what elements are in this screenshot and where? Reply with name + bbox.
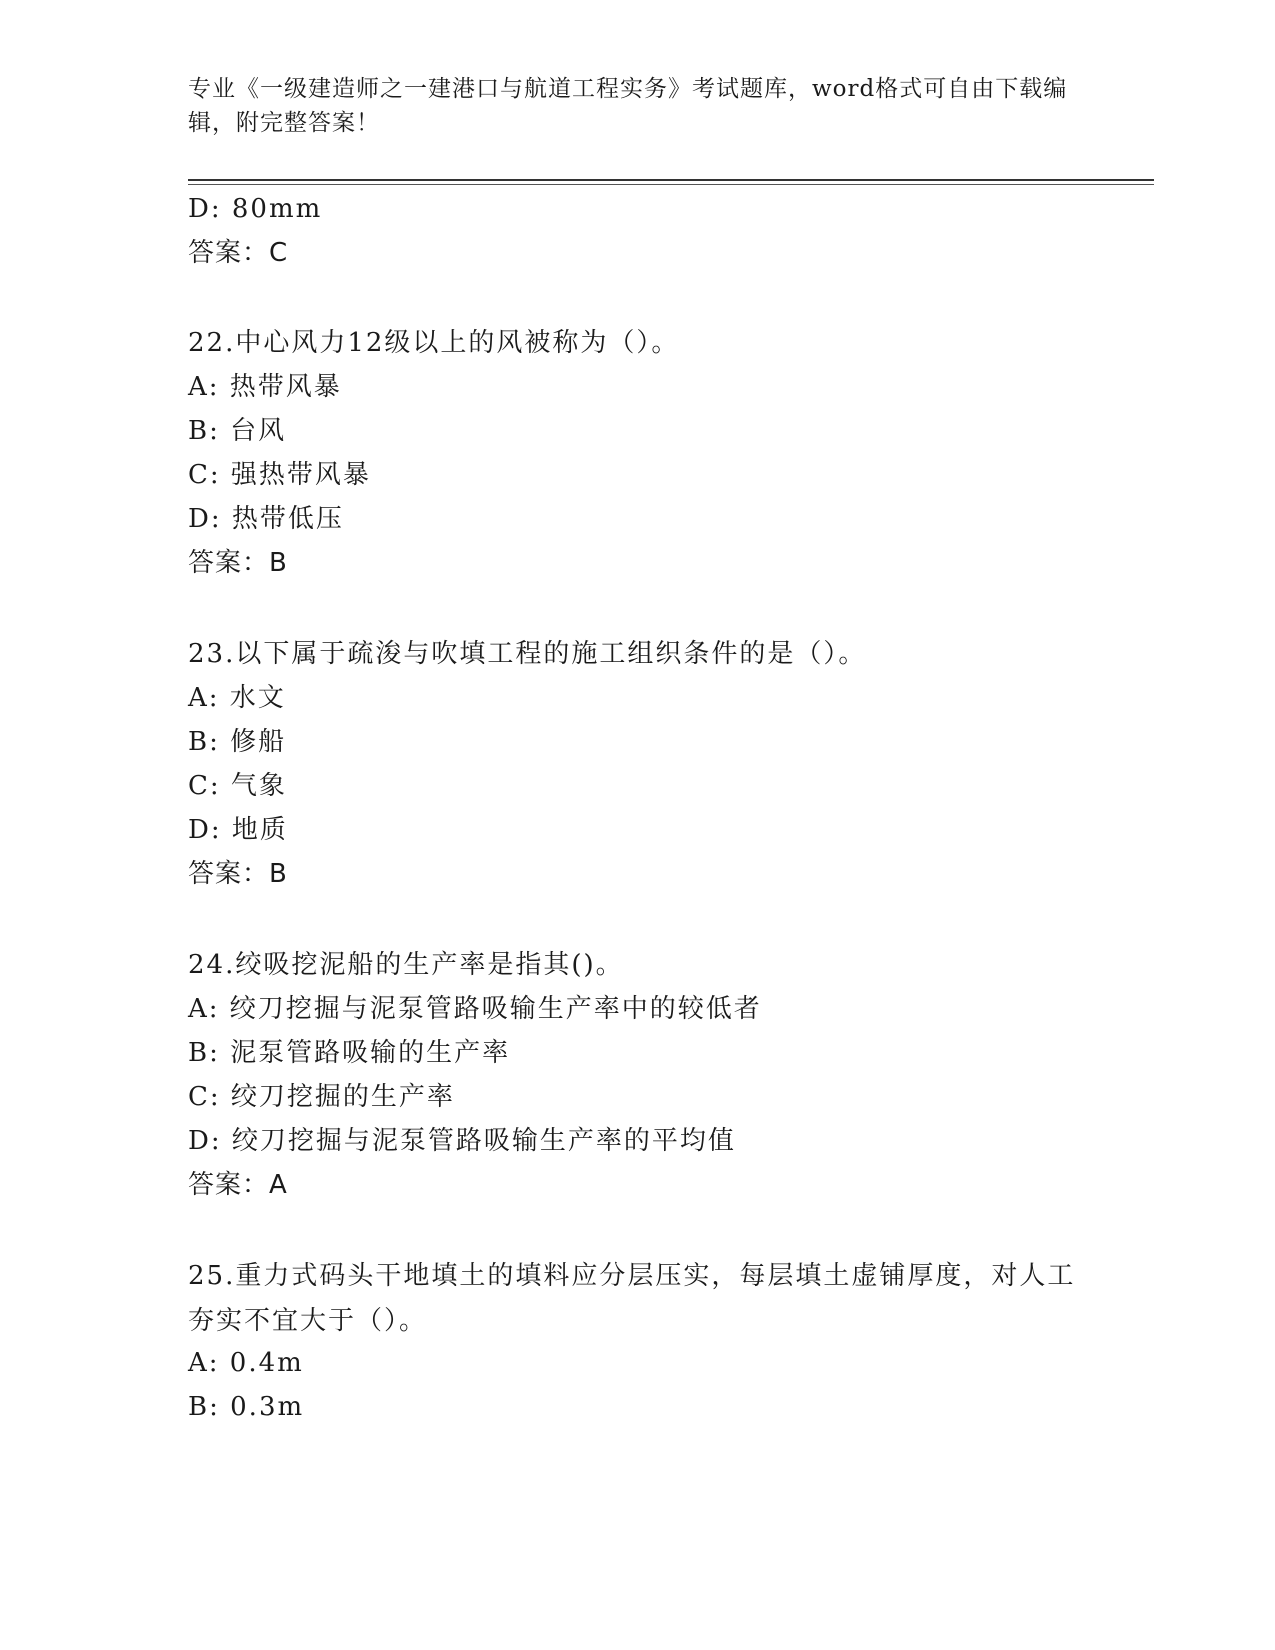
option-a: A: 热带风暴 [188,372,342,402]
option-c: C: 绞刀挖掘的生产率 [188,1082,455,1112]
question-stem: 22.中心风力12级以上的风被称为（）。 [188,328,680,358]
option-d: D: 80mm [188,194,323,224]
answer-line: 答案：B [188,859,288,889]
option-a: A: 水文 [188,683,286,713]
option-d: D: 地质 [188,815,288,845]
question-stem: 25.重力式码头干地填土的填料应分层压实，每层填土虚铺厚度，对人工夯实不宜大于（）。 [188,1261,1076,1336]
option-c: C: 气象 [188,771,287,801]
header-divider-thin [188,184,1154,185]
option-a: A: 0.4m [188,1348,304,1378]
option-d: D: 热带低压 [188,504,344,534]
question-stem: 24.绞吸挖泥船的生产率是指其()。 [188,950,624,980]
option-b: B: 泥泵管路吸输的生产率 [188,1038,511,1068]
option-b: B: 台风 [188,416,287,446]
header-divider-thick [188,179,1154,181]
answer-line: 答案：C [188,238,289,268]
option-b: B: 0.3m [188,1392,305,1422]
question-stem: 23.以下属于疏浚与吹填工程的施工组织条件的是（）。 [188,639,867,669]
option-d: D: 绞刀挖掘与泥泵管路吸输生产率的平均值 [188,1126,736,1156]
answer-line: 答案：B [188,548,288,578]
answer-line: 答案：A [188,1170,288,1200]
option-a: A: 绞刀挖掘与泥泵管路吸输生产率中的较低者 [188,994,762,1024]
option-b: B: 修船 [188,727,287,757]
option-c: C: 强热带风暴 [188,460,371,490]
page-header: 专业《一级建造师之一建港口与航道工程实务》考试题库，word格式可自由下载编辑，附完整答案！ [188,76,1068,136]
